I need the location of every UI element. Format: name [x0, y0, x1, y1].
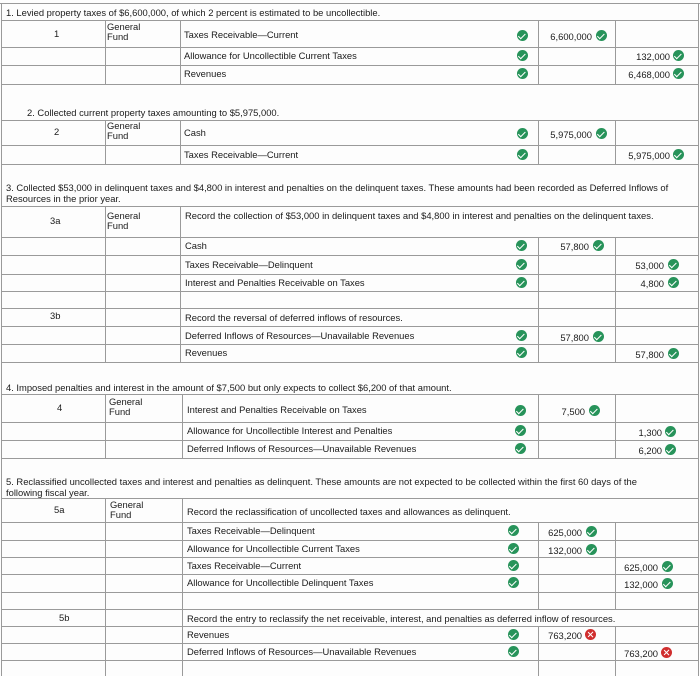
debit-field[interactable]: 57,800 — [560, 241, 589, 252]
account-field[interactable]: Taxes Receivable—Current — [184, 29, 299, 40]
check-circle-icon — [508, 560, 519, 571]
debit-field[interactable]: 6,600,000 — [550, 31, 592, 42]
check-circle-icon — [596, 128, 607, 139]
account-field[interactable]: Allowance for Uncollectible Current Taxes — [187, 543, 360, 554]
section-4-heading: 4. Imposed penalties and interest in the amount of $7,500 but only expects to collect $6,200 of that amount. — [6, 382, 452, 393]
check-circle-icon — [668, 348, 679, 359]
fund-label: General Fund — [107, 21, 141, 42]
check-circle-icon — [593, 331, 604, 342]
check-circle-icon — [515, 425, 526, 436]
check-circle-icon — [508, 525, 519, 536]
entry-description: Record the reclassification of uncollected taxes and allowances as delinquent. — [187, 506, 511, 517]
check-circle-icon — [673, 68, 684, 79]
check-circle-icon — [668, 277, 679, 288]
credit-field[interactable]: 1,300 — [638, 427, 662, 438]
section-1-heading: 1. Levied property taxes of $6,600,000, of which 2 percent is estimated to be uncollectible. — [6, 7, 381, 18]
fund-label: General Fund — [107, 210, 141, 231]
account-field[interactable]: Deferred Inflows of Resources—Unavailable Revenues — [185, 330, 415, 341]
account-field[interactable]: Taxes Receivable—Current — [187, 560, 302, 571]
check-circle-icon — [665, 444, 676, 455]
account-field[interactable]: Interest and Penalties Receivable on Taxes — [187, 404, 367, 415]
check-circle-icon — [516, 240, 527, 251]
check-circle-icon — [517, 128, 528, 139]
entry-number: 1 — [54, 28, 60, 39]
account-field[interactable]: Taxes Receivable—Delinquent — [187, 525, 315, 536]
credit-field[interactable]: 53,000 — [635, 260, 664, 271]
check-circle-icon — [662, 578, 673, 589]
check-circle-icon — [662, 561, 673, 572]
entry-number: 5b — [59, 612, 70, 623]
check-circle-icon — [508, 629, 519, 640]
check-circle-icon — [516, 259, 527, 270]
account-field[interactable]: Allowance for Uncollectible Current Taxes — [184, 50, 357, 61]
check-circle-icon — [517, 68, 528, 79]
fund-label: General Fund — [109, 396, 143, 417]
entry-description: Record the collection of $53,000 in delinquent taxes and $4,800 in interest and penalties on the delinquent taxes. — [185, 210, 654, 221]
check-circle-icon — [516, 330, 527, 341]
debit-field[interactable]: 5,975,000 — [550, 129, 592, 140]
credit-field[interactable]: 5,975,000 — [628, 150, 670, 161]
account-field[interactable]: Cash — [184, 127, 206, 138]
credit-field[interactable]: 6,200 — [638, 445, 662, 456]
check-circle-icon — [673, 149, 684, 160]
credit-field[interactable]: 4,800 — [640, 278, 664, 289]
fund-label: General Fund — [107, 120, 141, 141]
account-field[interactable]: Interest and Penalties Receivable on Taxes — [185, 277, 365, 288]
check-circle-icon — [596, 30, 607, 41]
check-circle-icon — [668, 259, 679, 270]
check-circle-icon — [515, 443, 526, 454]
credit-field[interactable]: 57,800 — [635, 349, 664, 360]
check-circle-icon — [586, 544, 597, 555]
check-circle-icon — [508, 646, 519, 657]
account-field[interactable]: Deferred Inflows of Resources—Unavailable Revenues — [187, 646, 417, 657]
check-circle-icon — [508, 577, 519, 588]
account-field[interactable]: Allowance for Uncollectible Delinquent Taxes — [187, 577, 374, 588]
x-circle-icon — [585, 629, 596, 640]
check-circle-icon — [589, 405, 600, 416]
fund-label: General Fund — [110, 499, 144, 520]
check-circle-icon — [516, 277, 527, 288]
account-field[interactable]: Revenues — [184, 68, 227, 79]
x-circle-icon — [661, 647, 672, 658]
check-circle-icon — [517, 30, 528, 41]
debit-field[interactable]: 763,200 — [548, 630, 582, 641]
check-circle-icon — [508, 543, 519, 554]
credit-field[interactable]: 625,000 — [624, 562, 658, 573]
check-circle-icon — [665, 426, 676, 437]
account-field[interactable]: Deferred Inflows of Resources—Unavailable Revenues — [187, 443, 417, 454]
section-2-heading: 2. Collected current property taxes amounting to $5,975,000. — [27, 107, 280, 118]
entry-number: 3b — [50, 310, 61, 321]
credit-field[interactable]: 132,000 — [636, 51, 670, 62]
account-field[interactable]: Revenues — [185, 347, 228, 358]
credit-field[interactable]: 763,200 — [624, 648, 658, 659]
check-circle-icon — [515, 405, 526, 416]
entry-number: 5a — [54, 504, 65, 515]
check-circle-icon — [593, 240, 604, 251]
account-field[interactable]: Taxes Receivable—Delinquent — [185, 259, 313, 270]
entry-number: 4 — [57, 402, 63, 413]
check-circle-icon — [517, 149, 528, 160]
debit-field[interactable]: 132,000 — [548, 545, 582, 556]
check-circle-icon — [516, 347, 527, 358]
credit-field[interactable]: 6,468,000 — [628, 69, 670, 80]
section-5-heading: 5. Reclassified uncollected taxes and interest and penalties as delinquent. These amounts are not expected to be collected within the first 60 days of the following fiscal year. — [6, 476, 637, 498]
debit-field[interactable]: 7,500 — [561, 406, 585, 417]
check-circle-icon — [673, 50, 684, 61]
account-field[interactable]: Cash — [185, 240, 207, 251]
check-circle-icon — [586, 526, 597, 537]
credit-field[interactable]: 132,000 — [624, 579, 658, 590]
account-field[interactable]: Revenues — [187, 629, 230, 640]
debit-field[interactable]: 625,000 — [548, 527, 582, 538]
entry-number: 3a — [50, 215, 61, 226]
entry-description: Record the reversal of deferred inflows of resources. — [185, 312, 403, 323]
entry-number: 2 — [54, 126, 60, 137]
check-circle-icon — [517, 50, 528, 61]
debit-field[interactable]: 57,800 — [560, 332, 589, 343]
section-3-heading: 3. Collected $53,000 in delinquent taxes and $4,800 in interest and penalties on the delinquent taxes. These amounts had been recorded as Deferred Inflows of Resources in the prior year. — [6, 182, 669, 204]
entry-description: Record the entry to reclassify the net receivable, interest, and penalties as deferred inflow of resources. — [187, 613, 616, 624]
account-field[interactable]: Allowance for Uncollectible Interest and Penalties — [187, 425, 393, 436]
account-field[interactable]: Taxes Receivable—Current — [184, 149, 299, 160]
